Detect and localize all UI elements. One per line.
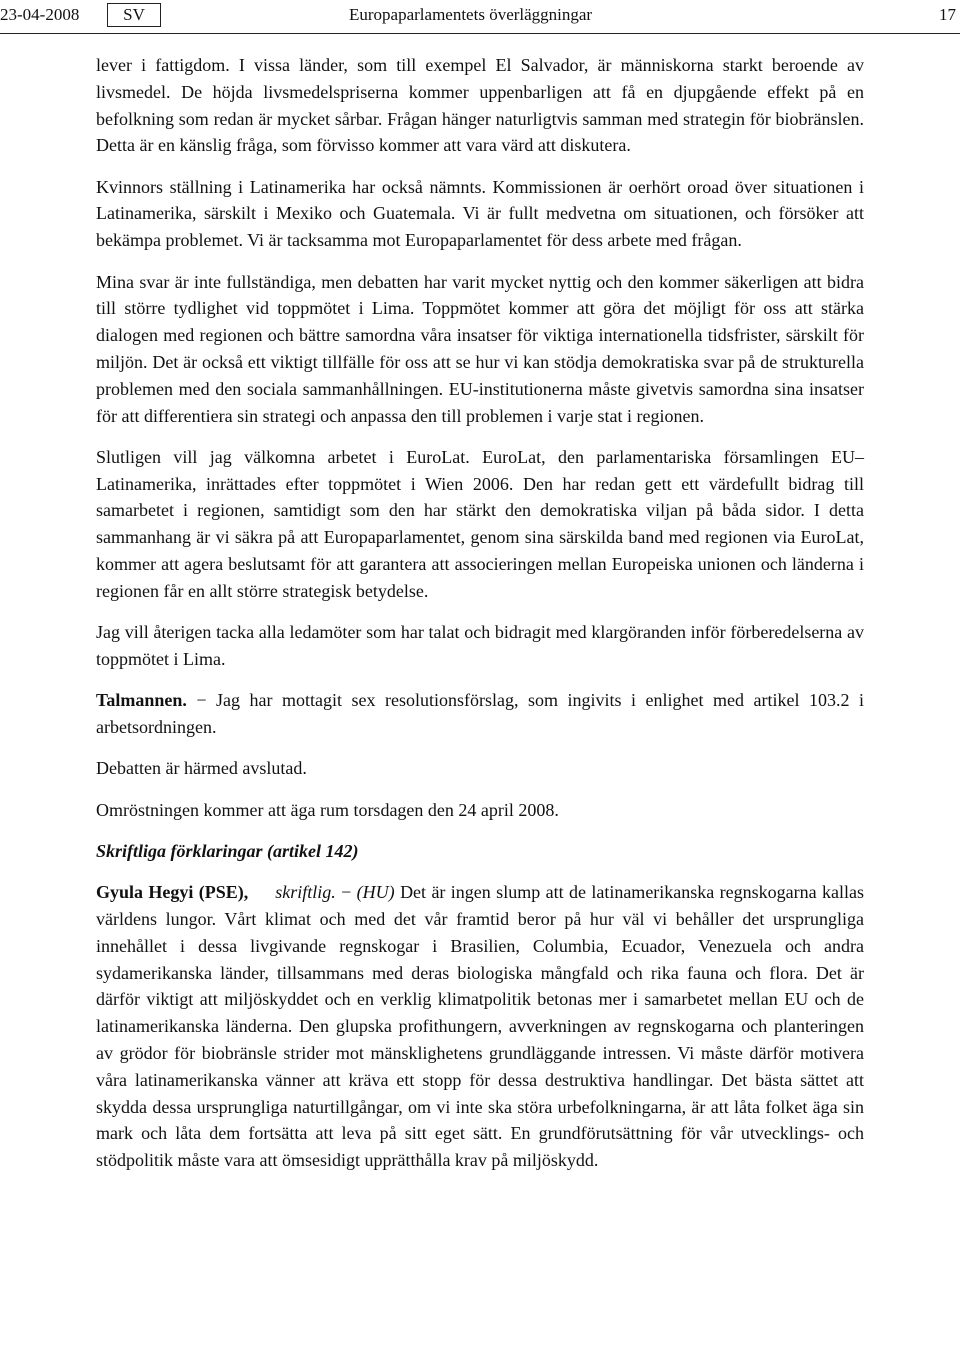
header-divider [0,33,960,34]
speaker-name-hegyi: Gyula Hegyi (PSE), [96,882,249,903]
paragraph-7: Debatten är härmed avslutad. [96,758,307,779]
statement-text: Jag har mottagit sex resolutionsförslag, som ingivits i enlighet med artikel 103.2 i arbetsordningen. [96,690,864,738]
paragraph-5: Jag vill återigen tacka alla ledamöter som har talat och bidragit med klargöranden inför förberedelserna av toppmötet i Lima. [96,622,864,669]
statement-mode: skriftlig. [275,882,336,903]
statement-body: Det är ingen slump att de latinamerikanska regnskogarna kallas världens lungor. Vårt klimat och med det vår framtid beror på hur väl vi behåller det ursprungliga innehållet i dessa livgivande regnskogar i Brasilien, Columbia, Ecuador, Venezuela och andra sydamerikanska länder, tillsammans med deras biologiska mångfald och rika fauna och flora. Det är därför viktigt att miljöskyddet och en verklig klimatpolitik betonas mer i samarbetet mellan EU och de latinamerikanska länderna. Den glupska profithungern, avverkningen av regnskogarna och planteringen av grödor för biobränsle strider mot mänsklighetens grundläggande intressen. Vi måste därför motivera våra latinamerikanska vänner att kräva ett stopp för dessa destruktiva handlingar. Det bästa sättet att skydda dessa ursprungliga naturtillgångar, om vi inte ska störa urbefolkningarna, är att låta folket äga sin mark och låta dem fortsätta att leva på sitt eget sätt. En grundförutsättning för vår utvecklings- och stödpolitik måste vara att ömsesidigt upprätthålla krav på miljöskydd. [96,882,864,1171]
written-statement [96,879,864,1174]
paragraph-2: Kvinnors ställning i Latinamerika har också nämnts. Kommissionen är oerhört oroad över situationen i Latinamerika, särskilt i Mexiko och Guatemala. Vi är fullt medvetna om situationen, och försöker att bekämpa problemet. Vi är tacksamma mot Europaparlamentet för dess arbete med frågan. [96,176,864,251]
document-body [96,52,864,1188]
page-number: 17 [939,5,956,24]
page-header [0,0,960,34]
speaker-name: Talmannen. [96,690,187,711]
paragraph-4: Slutligen vill jag välkomna arbetet i EuroLat. EuroLat, den parlamentariska församlingen EU–Latinamerika, inrättades efter toppmötet i Wien 2006. Den har redan gett ett värdefullt bidrag till samarbetet i regionen, samtidigt som den har stärkt den demokratiska viljan på båda sidor. I detta sammanhang är vi säkra på att Europaparlamentet, genom sina särskilda band med regionen via EuroLat, kommer att agera beslutsamt för att garantera att associeringen mellan Europeiska unionen och länderna i regionen får en allt större strategisk betydelse. [96,446,864,601]
president-statement [96,687,864,741]
statement-dash: − [335,882,357,903]
paragraph-1: lever i fattigdom. I vissa länder, som till exempel El Salvador, är människorna starkt beroende av livsmedel. De höjda livsmedelspriserna kommer uppenbarligen att få en djupgående effekt på en befolkning som redan är mycket sårbar. Frågan hänger naturligtvis samman med strategin för biobränslen. Detta är en känslig fråga, som förvisso kommer att vara värd att diskutera. [96,55,864,156]
paragraph-8: Omröstningen kommer att äga rum torsdagen den 24 april 2008. [96,799,559,820]
header-date: 23-04-2008 [0,5,80,24]
speaker-dash: − [186,690,217,711]
section-heading: Skriftliga förklaringar (artikel 142) [96,840,359,861]
header-title: Europaparlamentets överläggningar [349,5,593,24]
paragraph-3: Mina svar är inte fullständiga, men debatten har varit mycket nyttig och den kommer säkerligen att bidra till större tydlighet vid toppmötet i Lima. Toppmötet kommer att göra det möjligt för oss att stärka dialogen med regionen och bättre samordna våra insatser för viktiga internationella tidsfrister, särskilt för miljön. Det är också ett viktigt tillfälle för oss att se hur vi kan stödja demokratiska svar på de strukturella problemen med den sociala sammanhållningen. EU-institutionerna måste givetvis samordna sina insatser för att differentiera sin strategi och anpassa den till problemen i varje stat i regionen. [96,271,864,426]
language-badge: SV [107,3,161,27]
language-code: (HU) [356,882,395,903]
